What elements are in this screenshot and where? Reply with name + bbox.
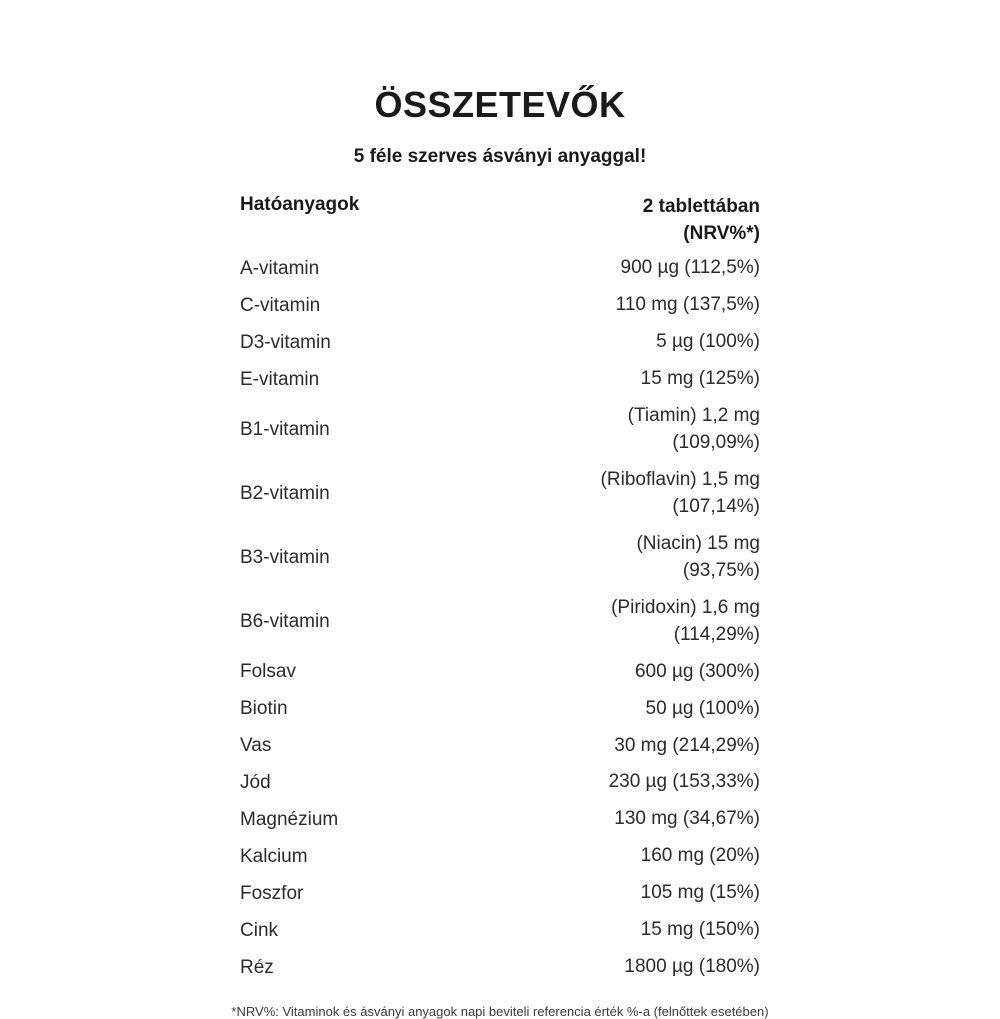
table-row xyxy=(240,654,760,691)
ingredient-amount xyxy=(470,728,760,765)
table-body xyxy=(240,250,760,986)
ingredient-name: B1-vitamin xyxy=(240,418,330,440)
ingredient-amount-line1: (Riboflavin) 1,5 mg xyxy=(600,468,760,490)
ingredient-amount xyxy=(470,801,760,838)
ingredient-amount-line2: (107,14%) xyxy=(672,495,760,517)
ingredient-amount-line1: (Tiamin) 1,2 mg xyxy=(627,404,760,426)
ingredient-amount-line1: 230 µg (153,33%) xyxy=(608,771,760,793)
ingredient-name: Biotin xyxy=(240,698,288,720)
ingredient-amount-line1: 130 mg (34,67%) xyxy=(614,808,760,830)
column-header-amount-line1: 2 tablettában xyxy=(642,196,760,217)
column-header-amount xyxy=(470,192,760,250)
column-header-amount-line2: (NRV%*) xyxy=(683,222,760,244)
ingredient-name: D3-vitamin xyxy=(240,331,331,353)
ingredient-amount xyxy=(470,912,760,949)
table-row xyxy=(240,324,760,361)
ingredient-amount-line1: 110 mg (137,5%) xyxy=(615,293,760,315)
ingredient-amount xyxy=(470,838,760,875)
ingredient-name: E-vitamin xyxy=(240,368,320,390)
page-subtitle: 5 féle szerves ásványi anyaggal! xyxy=(353,146,647,167)
table-row xyxy=(240,287,760,324)
ingredient-name: C-vitamin xyxy=(240,294,321,316)
table-row xyxy=(240,728,760,765)
ingredient-amount-line1: 30 mg (214,29%) xyxy=(614,734,760,756)
table-header-row xyxy=(240,192,760,250)
ingredient-amount xyxy=(470,526,760,590)
ingredient-amount xyxy=(470,764,760,801)
ingredient-amount xyxy=(470,462,760,526)
ingredient-name: B2-vitamin xyxy=(240,482,330,504)
table-row xyxy=(240,691,760,728)
ingredient-amount-line2: (114,29%) xyxy=(673,623,760,645)
ingredient-amount-line1: 900 µg (112,5%) xyxy=(620,256,760,278)
ingredient-amount xyxy=(470,654,760,691)
ingredient-amount xyxy=(470,324,760,361)
ingredient-amount-line1: (Piridoxin) 1,6 mg xyxy=(611,596,760,618)
ingredient-amount xyxy=(470,250,760,287)
table-row xyxy=(240,838,760,875)
ingredient-amount xyxy=(470,590,760,654)
ingredient-amount-line1: 1800 µg (180%) xyxy=(624,956,760,978)
table-row xyxy=(240,949,760,986)
ingredient-amount xyxy=(470,361,760,398)
ingredients-table-wrapper xyxy=(240,192,760,986)
ingredient-amount-line1: 5 µg (100%) xyxy=(656,330,760,352)
table-row xyxy=(240,526,760,590)
table-row xyxy=(240,875,760,912)
table-head xyxy=(240,192,760,250)
ingredient-amount xyxy=(470,875,760,912)
ingredient-amount xyxy=(470,287,760,324)
ingredient-amount-line1: 15 mg (150%) xyxy=(640,919,760,941)
table-row xyxy=(240,764,760,801)
ingredient-amount-line1: 105 mg (15%) xyxy=(640,882,760,904)
ingredient-name: Foszfor xyxy=(240,883,304,905)
table-row xyxy=(240,590,760,654)
column-header-ingredients: Hatóanyagok xyxy=(240,194,360,215)
ingredient-amount xyxy=(470,949,760,986)
footnote: *NRV%: Vitaminok és ásványi anyagok napi beviteli referencia érték %-a (felnőttek esetében) xyxy=(231,1004,769,1019)
page-title: ÖSSZETEVŐK xyxy=(374,84,626,125)
ingredient-name: Cink xyxy=(240,920,279,941)
ingredient-amount-line2: (109,09%) xyxy=(672,431,760,453)
table-row xyxy=(240,462,760,526)
ingredient-amount-line1: 160 mg (20%) xyxy=(640,845,760,867)
ingredient-name: B6-vitamin xyxy=(240,610,330,632)
ingredient-name: A-vitamin xyxy=(240,257,320,279)
ingredient-amount-line1: 15 mg (125%) xyxy=(640,367,760,389)
ingredient-amount-line1: (Niacin) 15 mg xyxy=(636,532,760,554)
ingredient-name: B3-vitamin xyxy=(240,546,330,568)
ingredients-table xyxy=(240,192,760,986)
ingredient-amount-line2: (93,75%) xyxy=(682,559,760,581)
table-row xyxy=(240,398,760,462)
ingredient-name: Kalcium xyxy=(240,846,308,868)
table-row xyxy=(240,250,760,287)
ingredient-amount xyxy=(470,691,760,728)
ingredient-amount xyxy=(470,398,760,462)
table-row xyxy=(240,801,760,838)
table-row xyxy=(240,912,760,949)
ingredient-name: Folsav xyxy=(240,661,296,683)
ingredient-name: Réz xyxy=(240,956,274,978)
ingredient-name: Magnézium xyxy=(240,809,339,831)
ingredient-amount-line1: 600 µg (300%) xyxy=(634,660,760,682)
ingredient-name: Jód xyxy=(240,772,271,794)
ingredient-name: Vas xyxy=(240,735,272,757)
table-row xyxy=(240,361,760,398)
ingredient-amount-line1: 50 µg (100%) xyxy=(645,697,760,719)
